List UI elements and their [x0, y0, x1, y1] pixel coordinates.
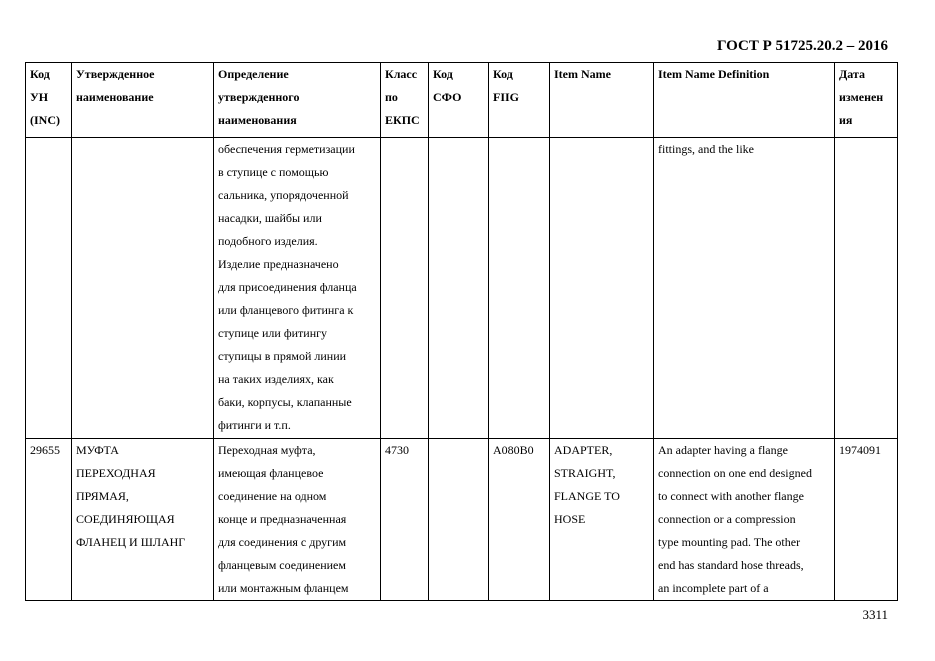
standard-title: ГОСТ Р 51725.20.2 – 2016 — [716, 38, 888, 54]
cell-change-date: 1974091 — [835, 439, 898, 601]
cell-definition: Переходная муфта, имеющая фланцевое соединение на одном конце и предназначенная для соединения с другим фланцевым соединением или монтажным фланцем — [214, 439, 381, 601]
header-approved-name: Утвержденное наименование — [72, 63, 214, 138]
cell-ekps-class — [381, 138, 429, 439]
header-sfo-code: Код СФО — [429, 63, 489, 138]
cell-fiig-code — [489, 138, 550, 439]
cell-inc: 29655 — [26, 439, 72, 601]
cell-sfo-code — [429, 439, 489, 601]
cell-item-name-definition: fittings, and the like — [654, 138, 835, 439]
header-item-name-definition: Item Name Definition — [654, 63, 835, 138]
table-row — [26, 439, 898, 601]
cell-inc — [26, 138, 72, 439]
cell-approved-name: МУФТА ПЕРЕХОДНАЯ ПРЯМАЯ, СОЕДИНЯЮЩАЯ ФЛАНЕЦ И ШЛАНГ — [72, 439, 214, 601]
cell-approved-name — [72, 138, 214, 439]
table-header-row — [26, 63, 898, 138]
cell-item-name — [550, 138, 654, 439]
cell-change-date — [835, 138, 898, 439]
header-fiig-code: Код FIIG — [489, 63, 550, 138]
cell-ekps-class: 4730 — [381, 439, 429, 601]
cell-item-name-definition: An adapter having a flange connection on one end designed to connect with another flange connection or a compression type mounting pad. The other end has standard hose threads, an incomplete part of a — [654, 439, 835, 601]
header-item-name: Item Name — [550, 63, 654, 138]
cell-fiig-code: A080B0 — [489, 439, 550, 601]
page-number: 3311 — [862, 607, 888, 622]
header-inc: Код УН (INC) — [26, 63, 72, 138]
table-row — [26, 138, 898, 439]
nomenclature-table — [25, 62, 898, 601]
header-ekps-class: Класс по ЕКПС — [381, 63, 429, 138]
header-change-date: Дата изменен ия — [835, 63, 898, 138]
cell-definition: обеспечения герметизации в ступице с помощью сальника, упорядоченной насадки, шайбы или подобного изделия. Изделие предназначено для присоединения фланца или фланцевого фитинга к ступице или фитингу ступицы в прямой линии на таких изделиях, как баки, корпусы, клапанные фитинги и т.п. — [214, 138, 381, 439]
cell-item-name: ADAPTER, STRAIGHT, FLANGE TO HOSE — [550, 439, 654, 601]
cell-sfo-code — [429, 138, 489, 439]
header-definition: Определение утвержденного наименования — [214, 63, 381, 138]
